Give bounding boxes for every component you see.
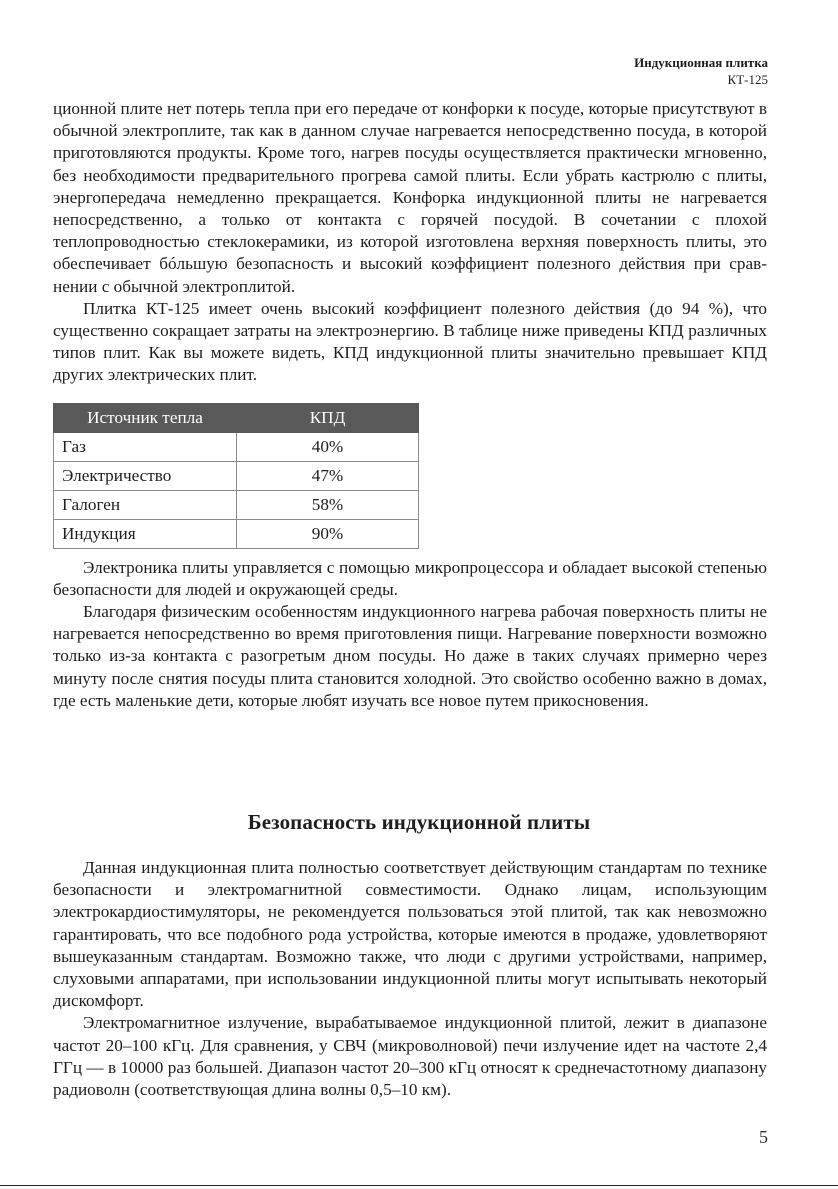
table-row xyxy=(54,461,419,490)
running-head-title: Индукционная плитка xyxy=(634,55,768,70)
paragraph-efficiency: Плитка КТ-125 имеет очень высокий коэффициент полезного действия (до 94 %), что существенно сокращает затраты на электроэнергию. В таблице ниже приведены КПД различных типов плит. Как вы можете видеть, КПД индукционной плиты значительно превышает КПД других электрических плит. xyxy=(53,298,767,385)
table-row xyxy=(54,519,419,548)
paragraph-standards: Данная индукционная плита полностью соответствует действующим стандартам по технике безопасности и электромагнитной совместимости. Однако лицам, использующим электрокардиостимуляторы, не рекомендуется пользоваться этой плитой, так как невозможно гарантировать, что все подобного рода устройства, которые имеются в продаже, удовлетворяют вышеуказанным стандартам. Возможно также, что люди с другими устройствами, например, слуховыми аппаратами, при использовании индукционной плиты могут испытывать некоторый дискомфорт. xyxy=(53,858,767,1011)
table-header-row xyxy=(54,403,419,432)
table-cell-kpd: 40% xyxy=(237,432,419,461)
table-header-kpd: КПД xyxy=(237,403,419,432)
running-head-model: КТ-125 xyxy=(727,72,768,87)
table-row xyxy=(54,490,419,519)
bottom-rule xyxy=(0,1185,838,1186)
table-cell-source: Электричество xyxy=(54,461,237,490)
table-row xyxy=(54,432,419,461)
section-heading: Безопасность индукционной плиты xyxy=(247,810,591,834)
table-cell-source: Индукция xyxy=(54,519,237,548)
table-header-source: Источник тепла xyxy=(54,403,237,432)
table-cell-kpd: 90% xyxy=(237,519,419,548)
main-content xyxy=(53,98,767,712)
paragraph-radiation: Электромагнитное излучение, вырабатываемое индукционной плитой, лежит в диапазоне частот 20–100 кГц. Для сравнения, у СВЧ (микроволновой) печи излучение идет на частоте 2,4 ГГц — в 10000 раз большей. Диапазон частот 20–300 кГц относят к среднечастотному диапазону радиоволн (соответствующая длина волны 0,5–10 км). xyxy=(53,1013,767,1100)
section-body xyxy=(53,857,767,1101)
table-cell-source: Газ xyxy=(54,432,237,461)
table-cell-kpd: 58% xyxy=(237,490,419,519)
paragraph-continuation: ционной плите нет потерь тепла при его передаче от конфорки к посуде, которые присутствуют в обычной электроплите, так как в данном случае нагревается непосредственно посуда, в которой приготовляются продукты. Кроме того, нагрев посуды осуществляется практически мгновенно, без необходимости предварительного прогрева самой плиты. Если убрать кастрюлю с плиты, энергопередача немедленно прекращается. Конфорка индукционной плиты не нагревается непосредственно, а только от контакта с горячей посудой. В сочетании с плохой теплопроводностью стеклокерамики, из которой изготовлена верхняя поверхность плиты, это обеспечивает бóльшую безопасность и высокий коэффициент полезного действия при сравнении с обычной электроплитой. xyxy=(53,99,767,296)
table-cell-kpd: 47% xyxy=(237,461,419,490)
efficiency-table xyxy=(53,403,419,549)
paragraph-physical-features: Благодаря физическим особенностям индукционного нагрева рабочая поверхность плиты не нагревается непосредственно во время приготовления пищи. Нагревание поверхности возможно только из-за контакта с разогретым дном посуды. Но даже в таких случаях примерно через минуту после снятия посуды плита становится холодной. Это свойство особенно важно в домах, где есть маленькие дети, которые любят изучать все новое путем прикосновения. xyxy=(53,602,767,710)
table-cell-source: Галоген xyxy=(54,490,237,519)
page-number: 5 xyxy=(759,1127,768,1147)
paragraph-electronics: Электроника плиты управляется с помощью микропроцессора и обладает высокой степенью безопасности для людей и окружающей среды. xyxy=(53,557,767,599)
running-head xyxy=(634,54,768,88)
